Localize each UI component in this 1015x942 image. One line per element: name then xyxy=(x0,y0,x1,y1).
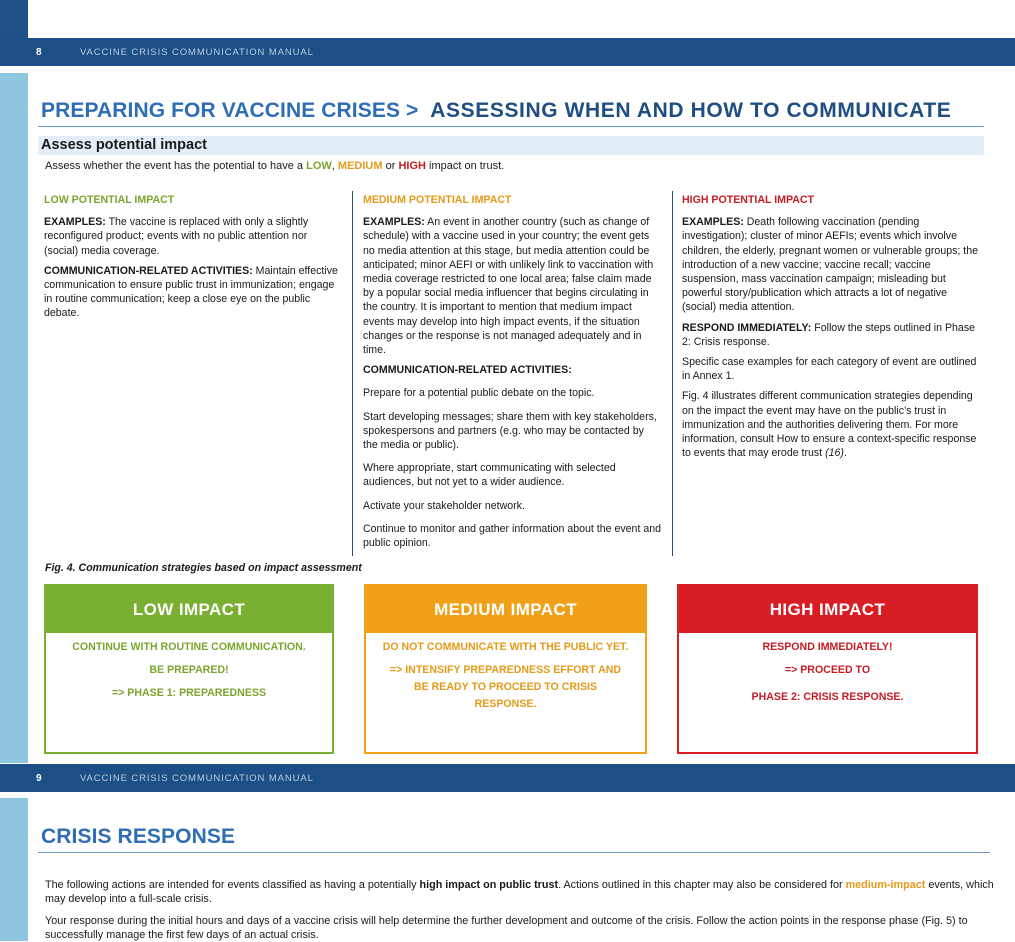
high-box-line: RESPOND IMMEDIATELY! xyxy=(762,641,893,653)
low-impact-box xyxy=(44,584,334,754)
low-impact-column xyxy=(44,193,342,327)
medium-impact-box xyxy=(364,584,647,754)
high-respond: RESPOND IMMEDIATELY: Follow the steps outlined in Phase 2: Crisis response. xyxy=(682,321,976,348)
column-divider xyxy=(352,191,353,556)
page-number: 8 xyxy=(36,46,42,58)
page-number: 9 xyxy=(36,772,42,784)
medium-impact-box-title: MEDIUM IMPACT xyxy=(366,586,645,633)
medium-activity: Start developing messages; share them with key stakeholders, spokespersons and partners (e.g. who may be contacted by the media or public). xyxy=(363,410,657,452)
low-column-title: LOW POTENTIAL IMPACT xyxy=(44,194,175,206)
page-side-stripe xyxy=(0,798,28,941)
medium-impact-column xyxy=(363,193,661,556)
low-box-line: => PHASE 1: PREPAREDNESS xyxy=(111,687,267,699)
medium-activity: Where appropriate, start communicating with selected audiences, but not yet to a wider audience. xyxy=(363,462,616,489)
low-examples: EXAMPLES: The vaccine is replaced with only a slightly reconfigured product; events with no public attention nor (social) media coverage. xyxy=(44,216,309,257)
intro-text: Assess whether the event has the potential to have a LOW, MEDIUM or HIGH impact on trust. xyxy=(45,160,505,172)
crisis-response-title: CRISIS RESPONSE xyxy=(41,825,236,848)
medium-box-line: DO NOT COMMUNICATE WITH THE PUBLIC YET. xyxy=(382,641,629,653)
subsection-title: ASSESSING WHEN AND HOW TO COMMUNICATE xyxy=(430,99,952,122)
crisis-paragraph: Your response during the initial hours and days of a vaccine crisis will help determine the further development and outcome of the crisis. Follow the action points in the response phase (Fig. 5) to successfully manage the first few days of an actual crisis. xyxy=(45,915,968,941)
medium-examples: EXAMPLES: An event in another country (such as change of schedule) with a vaccine used in your country; the event gets no media attention at this stage, but media attention could be anticipated; minor AEFI or with unlikely link to vaccination with media coverage restricted to one local area; false claim made by a popular social media influencer that begins circulating in the country. It is important to mention that medium impact events may develop into high impact events, if the situation changes or the response is not managed adequately and in time. xyxy=(363,216,654,357)
page-side-stripe xyxy=(0,73,28,763)
running-title: VACCINE CRISIS COMMUNICATION MANUAL xyxy=(80,46,314,58)
page-title xyxy=(41,99,951,123)
low-box-line: BE PREPARED! xyxy=(149,664,229,676)
medium-activity: Prepare for a potential public debate on the topic. xyxy=(363,387,595,400)
low-box-line: CONTINUE WITH ROUTINE COMMUNICATION. xyxy=(72,641,306,653)
medium-activities-label: COMMUNICATION-RELATED ACTIVITIES: xyxy=(363,364,572,377)
medium-activity: Activate your stakeholder network. xyxy=(363,499,525,512)
high-box-line: => PROCEED TO xyxy=(784,664,871,676)
figure-caption: Fig. 4. Communication strategies based on impact assessment xyxy=(45,562,362,574)
low-impact-box-title: LOW IMPACT xyxy=(46,586,332,633)
medium-column-title: MEDIUM POTENTIAL IMPACT xyxy=(363,194,512,206)
high-column-title: HIGH POTENTIAL IMPACT xyxy=(682,194,815,206)
page-edge xyxy=(0,0,28,38)
page-header-bar xyxy=(0,38,1015,66)
column-divider xyxy=(672,191,673,556)
crisis-paragraph: The following actions are intended for events classified as having a potentially high impact on public trust. Actions outlined in this chapter may also be considered for medium-impact events, which may develop into a full-scale crisis. xyxy=(45,879,994,905)
running-title: VACCINE CRISIS COMMUNICATION MANUAL xyxy=(80,772,314,784)
medium-box-line: => INTENSIFY PREPAREDNESS EFFORT AND BE READY TO PROCEED TO CRISIS RESPONSE. xyxy=(389,664,622,710)
medium-activity: Continue to monitor and gather information about the event and public opinion. xyxy=(363,522,662,550)
high-impact-box xyxy=(677,584,978,754)
title-rule xyxy=(38,852,990,853)
high-impact-box-title: HIGH IMPACT xyxy=(679,586,976,633)
high-figure-note: Fig. 4 illustrates different communication strategies depending on the impact the event may have on the public’s trust in immunization and the authorities delivering them. For more information, consult How to ensure a context-specific response to events that may erode trust (16). xyxy=(682,390,977,460)
page-header-bar xyxy=(0,764,1015,792)
high-case-examples: Specific case examples for each category of event are outlined in Annex 1. xyxy=(682,356,977,383)
subheading: Assess potential impact xyxy=(41,137,207,153)
low-activities: COMMUNICATION-RELATED ACTIVITIES: Maintain effective communication to ensure public trust in immunization; engage in routine communication; keep a close eye on the public debate. xyxy=(44,264,338,320)
high-examples: EXAMPLES: Death following vaccination (pending investigation); cluster of minor AEFIs; events which involve children, the elderly, pregnant women or vulnerable groups; the introduction of a new vaccine; vaccine recall; vaccine suspension, mass vaccination campaign; misleading but powerful story/publication which attracts a lot of negative (social) media attention. xyxy=(682,216,979,314)
high-impact-column xyxy=(682,193,984,466)
section-title: PREPARING FOR VACCINE CRISES > xyxy=(41,99,419,122)
high-box-line: PHASE 2: CRISIS RESPONSE. xyxy=(751,691,904,703)
title-rule xyxy=(38,126,984,127)
